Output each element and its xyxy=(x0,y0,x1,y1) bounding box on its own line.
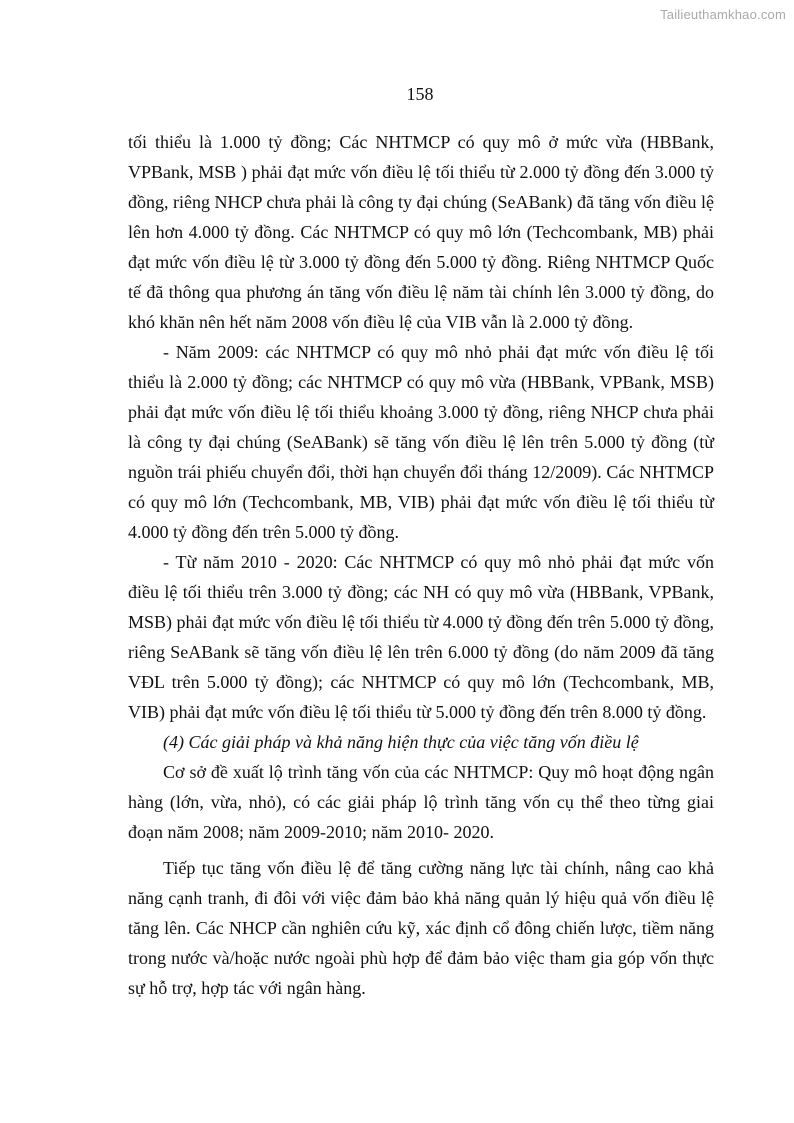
paragraph-2010-2020: - Từ năm 2010 - 2020: Các NHTMCP có quy mô nhỏ phải đạt mức vốn điều lệ tối thiểu trên 3.000 tỷ đồng; các NH có quy mô vừa (HBBank, VPBank, MSB) phải đạt mức vốn điều lệ tối thiểu từ 4.000 tỷ đồng đến trên 5.000 tỷ đồng, riêng SeABank sẽ tăng vốn điều lệ lên trên 6.000 tỷ đồng (do năm 2009 đã tăng VĐL trên 5.000 tỷ đồng); các NHTMCP có quy mô lớn (Techcombank, MB, VIB) phải đạt mức vốn điều lệ tối thiểu từ 5.000 tỷ đồng đến trên 8.000 tỷ đồng. xyxy=(128,552,714,722)
paragraph-continue-capital: Tiếp tục tăng vốn điều lệ để tăng cường năng lực tài chính, nâng cao khả năng cạnh tranh, đi đôi với việc đảm bảo khả năng quản lý hiệu quả vốn điều lệ tăng lên. Các NHCP cần nghiên cứu kỹ, xác định cổ đông chiến lược, tiềm năng trong nước và/hoặc nước ngoài phù hợp để đảm bảo việc tham gia góp vốn thực sự hỗ trợ, hợp tác với ngân hàng. xyxy=(128,858,714,998)
paragraph-continuation: tối thiểu là 1.000 tỷ đồng; Các NHTMCP có quy mô ở mức vừa (HBBank, VPBank, MSB ) phải đạt mức vốn điều lệ tối thiểu từ 2.000 tỷ đồng đến 3.000 tỷ đồng, riêng NHCP chưa phải là công ty đại chúng (SeABank) đã tăng vốn điều lệ lên hơn 4.000 tỷ đồng. Các NHTMCP có quy mô lớn (Techcombank, MB) phải đạt mức vốn điều lệ từ 3.000 tỷ đồng đến 5.000 tỷ đồng. Riêng NHTMCP Quốc tế đã thông qua phương án tăng vốn điều lệ năm tài chính lên 3.000 tỷ đồng, do khó khăn nên hết năm 2008 vốn điều lệ của VIB vẫn là 2.000 tỷ đồng. xyxy=(128,132,714,332)
page-number: 158 xyxy=(406,84,434,104)
paragraph-basis: Cơ sở đề xuất lộ trình tăng vốn của các NHTMCP: Quy mô hoạt động ngân hàng (lớn, vừa, nhỏ), có các giải pháp lộ trình tăng vốn cụ thể theo từng giai đoạn năm 2008; năm 2009-2010; năm 2010- 2020. xyxy=(128,762,714,842)
section-heading: (4) Các giải pháp và khả năng hiện thực của việc tăng vốn điều lệ xyxy=(163,732,639,752)
document-body xyxy=(128,127,714,1003)
paragraph-2009: - Năm 2009: các NHTMCP có quy mô nhỏ phải đạt mức vốn điều lệ tối thiểu là 2.000 tỷ đồng; các NHTMCP có quy mô vừa (HBBank, VPBank, MSB) phải đạt mức vốn điều lệ tối thiểu khoảng 3.000 tỷ đồng, riêng NHCP chưa phải là công ty đại chúng (SeABank) sẽ tăng vốn điều lệ lên trên 5.000 tỷ đồng (từ nguồn trái phiếu chuyển đổi, thời hạn chuyển đổi tháng 12/2009). Các NHTMCP có quy mô lớn (Techcombank, MB, VIB) phải đạt mức vốn điều lệ tối thiểu từ 4.000 tỷ đồng đến trên 5.000 tỷ đồng. xyxy=(128,342,714,542)
watermark-text: Tailieuthamkhao.com xyxy=(660,7,786,22)
